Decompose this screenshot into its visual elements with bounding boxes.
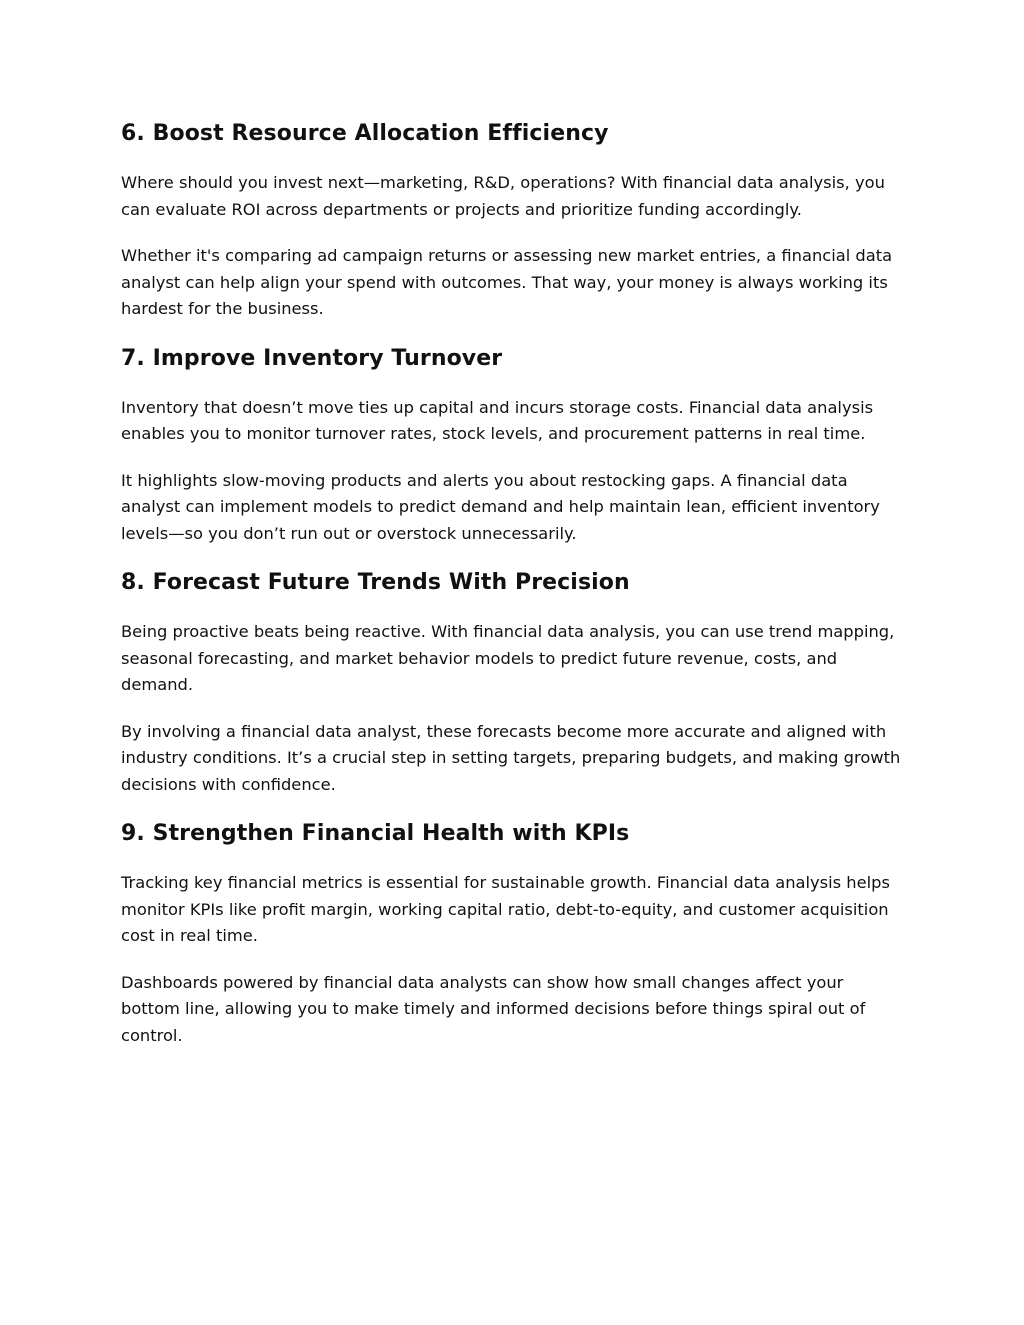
section-financial-health-kpis bbox=[121, 818, 906, 1049]
section-inventory-turnover bbox=[121, 343, 906, 548]
document-page bbox=[121, 118, 906, 1069]
section-paragraph: Where should you invest next—marketing, R&D, operations? With financial data analysis, you can evaluate ROI across departments or projects and prioritize funding accordingly. bbox=[121, 173, 885, 219]
section-paragraph: Inventory that doesn’t move ties up capital and incurs storage costs. Financial data analysis enables you to monitor turnover rates, stock levels, and procurement patterns in real time. bbox=[121, 397, 874, 443]
section-resource-allocation bbox=[121, 118, 906, 323]
section-forecast-trends bbox=[121, 567, 906, 798]
section-paragraph: Whether it's comparing ad campaign returns or assessing new market entries, a financial data analyst can help align your spend with outcomes. That way, your money is always working its hardest for the business. bbox=[121, 246, 893, 318]
section-paragraph: It highlights slow-moving products and alerts you about restocking gaps. A financial data analyst can implement models to predict demand and help maintain lean, efficient inventory levels—so you don’t run out or overstock unnecessarily. bbox=[121, 470, 880, 543]
section-heading: 8. Forecast Future Trends With Precision bbox=[121, 570, 630, 595]
section-heading: 9. Strengthen Financial Health with KPIs bbox=[121, 821, 630, 846]
section-paragraph: Dashboards powered by financial data analysts can show how small changes affect your bottom line, allowing you to make timely and informed decisions before things spiral out of control. bbox=[121, 972, 866, 1045]
section-paragraph: Tracking key financial metrics is essential for sustainable growth. Financial data analysis helps monitor KPIs like profit margin, working capital ratio, debt-to-equity, and customer acquisition cost in real time. bbox=[121, 873, 890, 945]
section-heading: 6. Boost Resource Allocation Efficiency bbox=[121, 121, 609, 146]
section-heading: 7. Improve Inventory Turnover bbox=[121, 345, 503, 371]
section-paragraph: By involving a financial data analyst, these forecasts become more accurate and aligned with industry conditions. It’s a crucial step in setting targets, preparing budgets, and making growth decisions with confidence. bbox=[121, 721, 901, 794]
section-paragraph: Being proactive beats being reactive. With financial data analysis, you can use trend mapping, seasonal forecasting, and market behavior models to predict future revenue, costs, and demand. bbox=[121, 622, 895, 694]
